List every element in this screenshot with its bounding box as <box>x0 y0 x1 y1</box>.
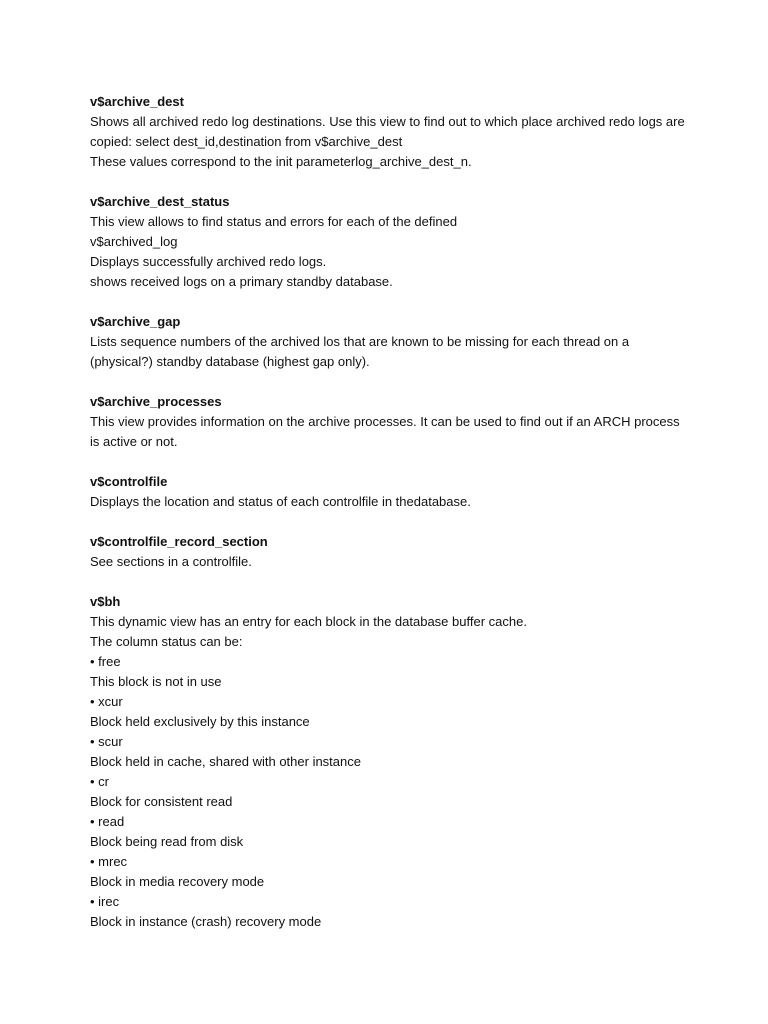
status-description: Block being read from disk <box>90 834 244 849</box>
section-heading: v$archive_processes <box>90 394 222 409</box>
section-text: See sections in a controlfile. <box>90 554 252 569</box>
status-bullet-item: • free <box>90 654 121 669</box>
section-text: shows received logs on a primary standby database. <box>90 274 393 289</box>
status-bullet-item: • xcur <box>90 694 123 709</box>
status-description: Block held in cache, shared with other instance <box>90 754 361 769</box>
section-text: The column status can be: <box>90 634 243 649</box>
document-page <box>90 92 690 952</box>
section-text: This view provides information on the archive processes. It can be used to find out if an ARCH process is active or not. <box>90 414 680 449</box>
status-description: Block held exclusively by this instance <box>90 714 310 729</box>
section-text: Lists sequence numbers of the archived los that are known to be missing for each thread on a (physical?) standby database (highest gap only). <box>90 334 630 369</box>
status-bullet-item: • read <box>90 814 125 829</box>
section-bh <box>90 592 690 932</box>
section-text: v$archived_log <box>90 234 178 249</box>
section-text: This dynamic view has an entry for each block in the database buffer cache. <box>90 614 527 629</box>
status-bullet-item: • scur <box>90 734 123 749</box>
section-heading: v$bh <box>90 594 121 609</box>
section-heading: v$archive_dest_status <box>90 194 230 209</box>
status-description: Block in instance (crash) recovery mode <box>90 914 322 929</box>
section-controlfile <box>90 472 690 512</box>
status-bullet-item: • mrec <box>90 854 128 869</box>
section-text: This view allows to find status and errors for each of the defined <box>90 214 458 229</box>
section-heading: v$controlfile_record_section <box>90 534 268 549</box>
section-archive-dest-status <box>90 192 690 292</box>
section-controlfile-record-section <box>90 532 690 572</box>
section-heading: v$archive_gap <box>90 314 181 329</box>
section-archive-processes <box>90 392 690 452</box>
section-text: Displays the location and status of each controlfile in thedatabase. <box>90 494 471 509</box>
status-description: Block for consistent read <box>90 794 233 809</box>
status-description: This block is not in use <box>90 674 222 689</box>
section-archive-gap <box>90 312 690 372</box>
section-archive-dest <box>90 92 690 172</box>
section-text: These values correspond to the init parameterlog_archive_dest_n. <box>90 154 472 169</box>
status-description: Block in media recovery mode <box>90 874 265 889</box>
section-text: Shows all archived redo log destinations. Use this view to find out to which place archived redo logs are copied: select dest_id,destination from v$archive_dest <box>90 114 685 149</box>
section-text: Displays successfully archived redo logs. <box>90 254 327 269</box>
status-bullet-item: • cr <box>90 774 109 789</box>
section-heading: v$archive_dest <box>90 94 184 109</box>
section-heading: v$controlfile <box>90 474 168 489</box>
status-bullet-item: • irec <box>90 894 120 909</box>
